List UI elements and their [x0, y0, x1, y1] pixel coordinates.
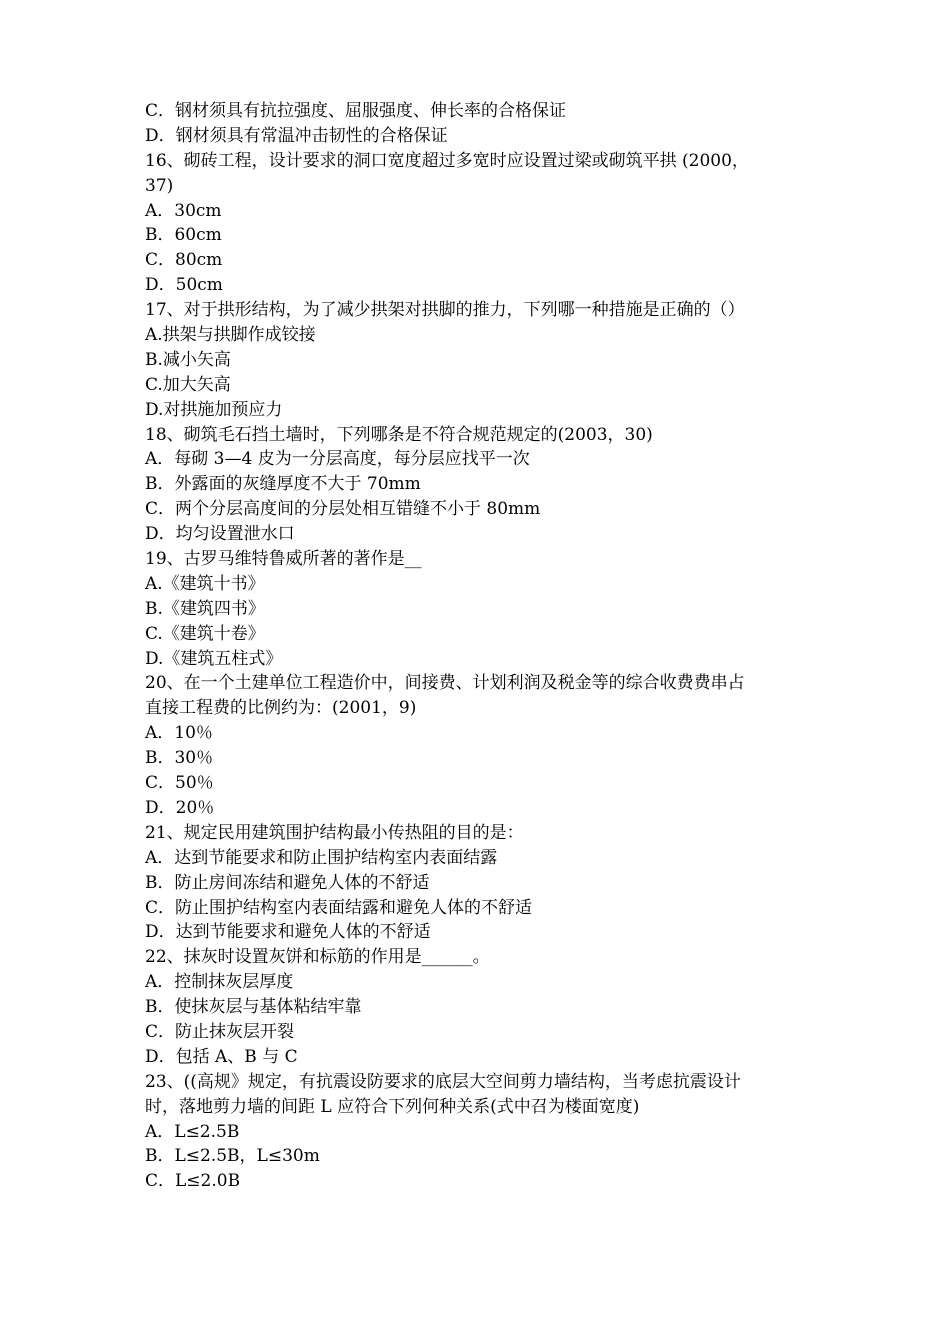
document-line: B.《建筑四书》 — [145, 598, 265, 619]
document-body — [145, 99, 815, 1194]
document-line: D．均匀设置泄水口 — [145, 524, 295, 545]
document-line: B．外露面的灰缝厚度不大于 70mm — [145, 474, 421, 495]
document-line: 19、古罗马维特鲁威所著的著作是__ — [145, 549, 422, 570]
document-line: 23、((高规》规定，有抗震设防要求的底层大空间剪力墙结构，当考虑抗震设计 — [145, 1071, 741, 1092]
document-line: D．达到节能要求和避免人体的不舒适 — [145, 922, 431, 943]
document-line: 直接工程费的比例约为：(2001，9) — [145, 698, 417, 719]
document-line: 22、抹灰时设置灰饼和标筋的作用是______。 — [145, 947, 490, 968]
document-line: D．钢材须具有常温冲击韧性的合格保证 — [145, 125, 448, 146]
document-line: C．防止围护结构室内表面结露和避免人体的不舒适 — [145, 897, 533, 918]
document-line: 18、砌筑毛石挡土墙时，下列哪条是不符合规范规定的(2003，30) — [145, 424, 653, 445]
document-line: C．防止抹灰层开裂 — [145, 1021, 295, 1042]
document-line: C.加大矢高 — [145, 374, 231, 395]
document-line: D．20％ — [145, 797, 215, 818]
document-line: B．使抹灰层与基体粘结牢靠 — [145, 997, 362, 1018]
document-line: D．包括 A、B 与 C — [145, 1046, 298, 1067]
document-line: D.对拱施加预应力 — [145, 399, 283, 420]
document-line: 16、砌砖工程，设计要求的洞口宽度超过多宽时应设置过梁或砌筑平拱 (2000， — [145, 150, 749, 171]
document-line: 17、对于拱形结构，为了减少拱架对拱脚的推力，下列哪一种措施是正确的（） — [145, 300, 745, 321]
document-line: 时，落地剪力墙的间距 L 应符合下列何种关系(式中召为楼面宽度) — [145, 1096, 640, 1117]
document-line: A.《建筑十书》 — [145, 573, 265, 594]
document-line: A．10％ — [145, 723, 213, 744]
document-line: A．30cm — [145, 200, 222, 221]
document-line: D.《建筑五柱式》 — [145, 648, 283, 669]
document-line: C．钢材须具有抗拉强度、屈服强度、伸长率的合格保证 — [145, 101, 567, 121]
document-line: B.减小矢高 — [145, 349, 231, 370]
document-line: B．L≤2.5B，L≤30m — [145, 1146, 320, 1167]
document-line: B．30％ — [145, 748, 214, 769]
document-line: B．60cm — [145, 225, 222, 246]
document-line: 20、在一个土建单位工程造价中，间接费、计划利润及税金等的综合收费费串占 — [145, 673, 745, 694]
document-line: D．50cm — [145, 275, 223, 296]
document-line: 37) — [145, 175, 174, 196]
document-line: A．每砌 3—4 皮为一分层高度，每分层应找平一次 — [145, 449, 530, 470]
document-line: B．防止房间冻结和避免人体的不舒适 — [145, 872, 430, 893]
document-line: C．两个分层高度间的分层处相互错缝不小于 80mm — [145, 499, 541, 520]
document-line: C．L≤2.0B — [145, 1171, 241, 1192]
document-line: C.《建筑十卷》 — [145, 623, 265, 644]
document-line: C．50％ — [145, 773, 214, 794]
document-line: A．L≤2.5B — [145, 1121, 240, 1142]
document-line: A.拱架与拱脚作成铰接 — [145, 325, 316, 346]
document-line: A．控制抹灰层厚度 — [145, 972, 294, 993]
document-line: 21、规定民用建筑围护结构最小传热阻的目的是： — [145, 822, 524, 843]
document-line: A．达到节能要求和防止围护结构室内表面结露 — [145, 847, 498, 868]
document-line: C．80cm — [145, 250, 223, 271]
